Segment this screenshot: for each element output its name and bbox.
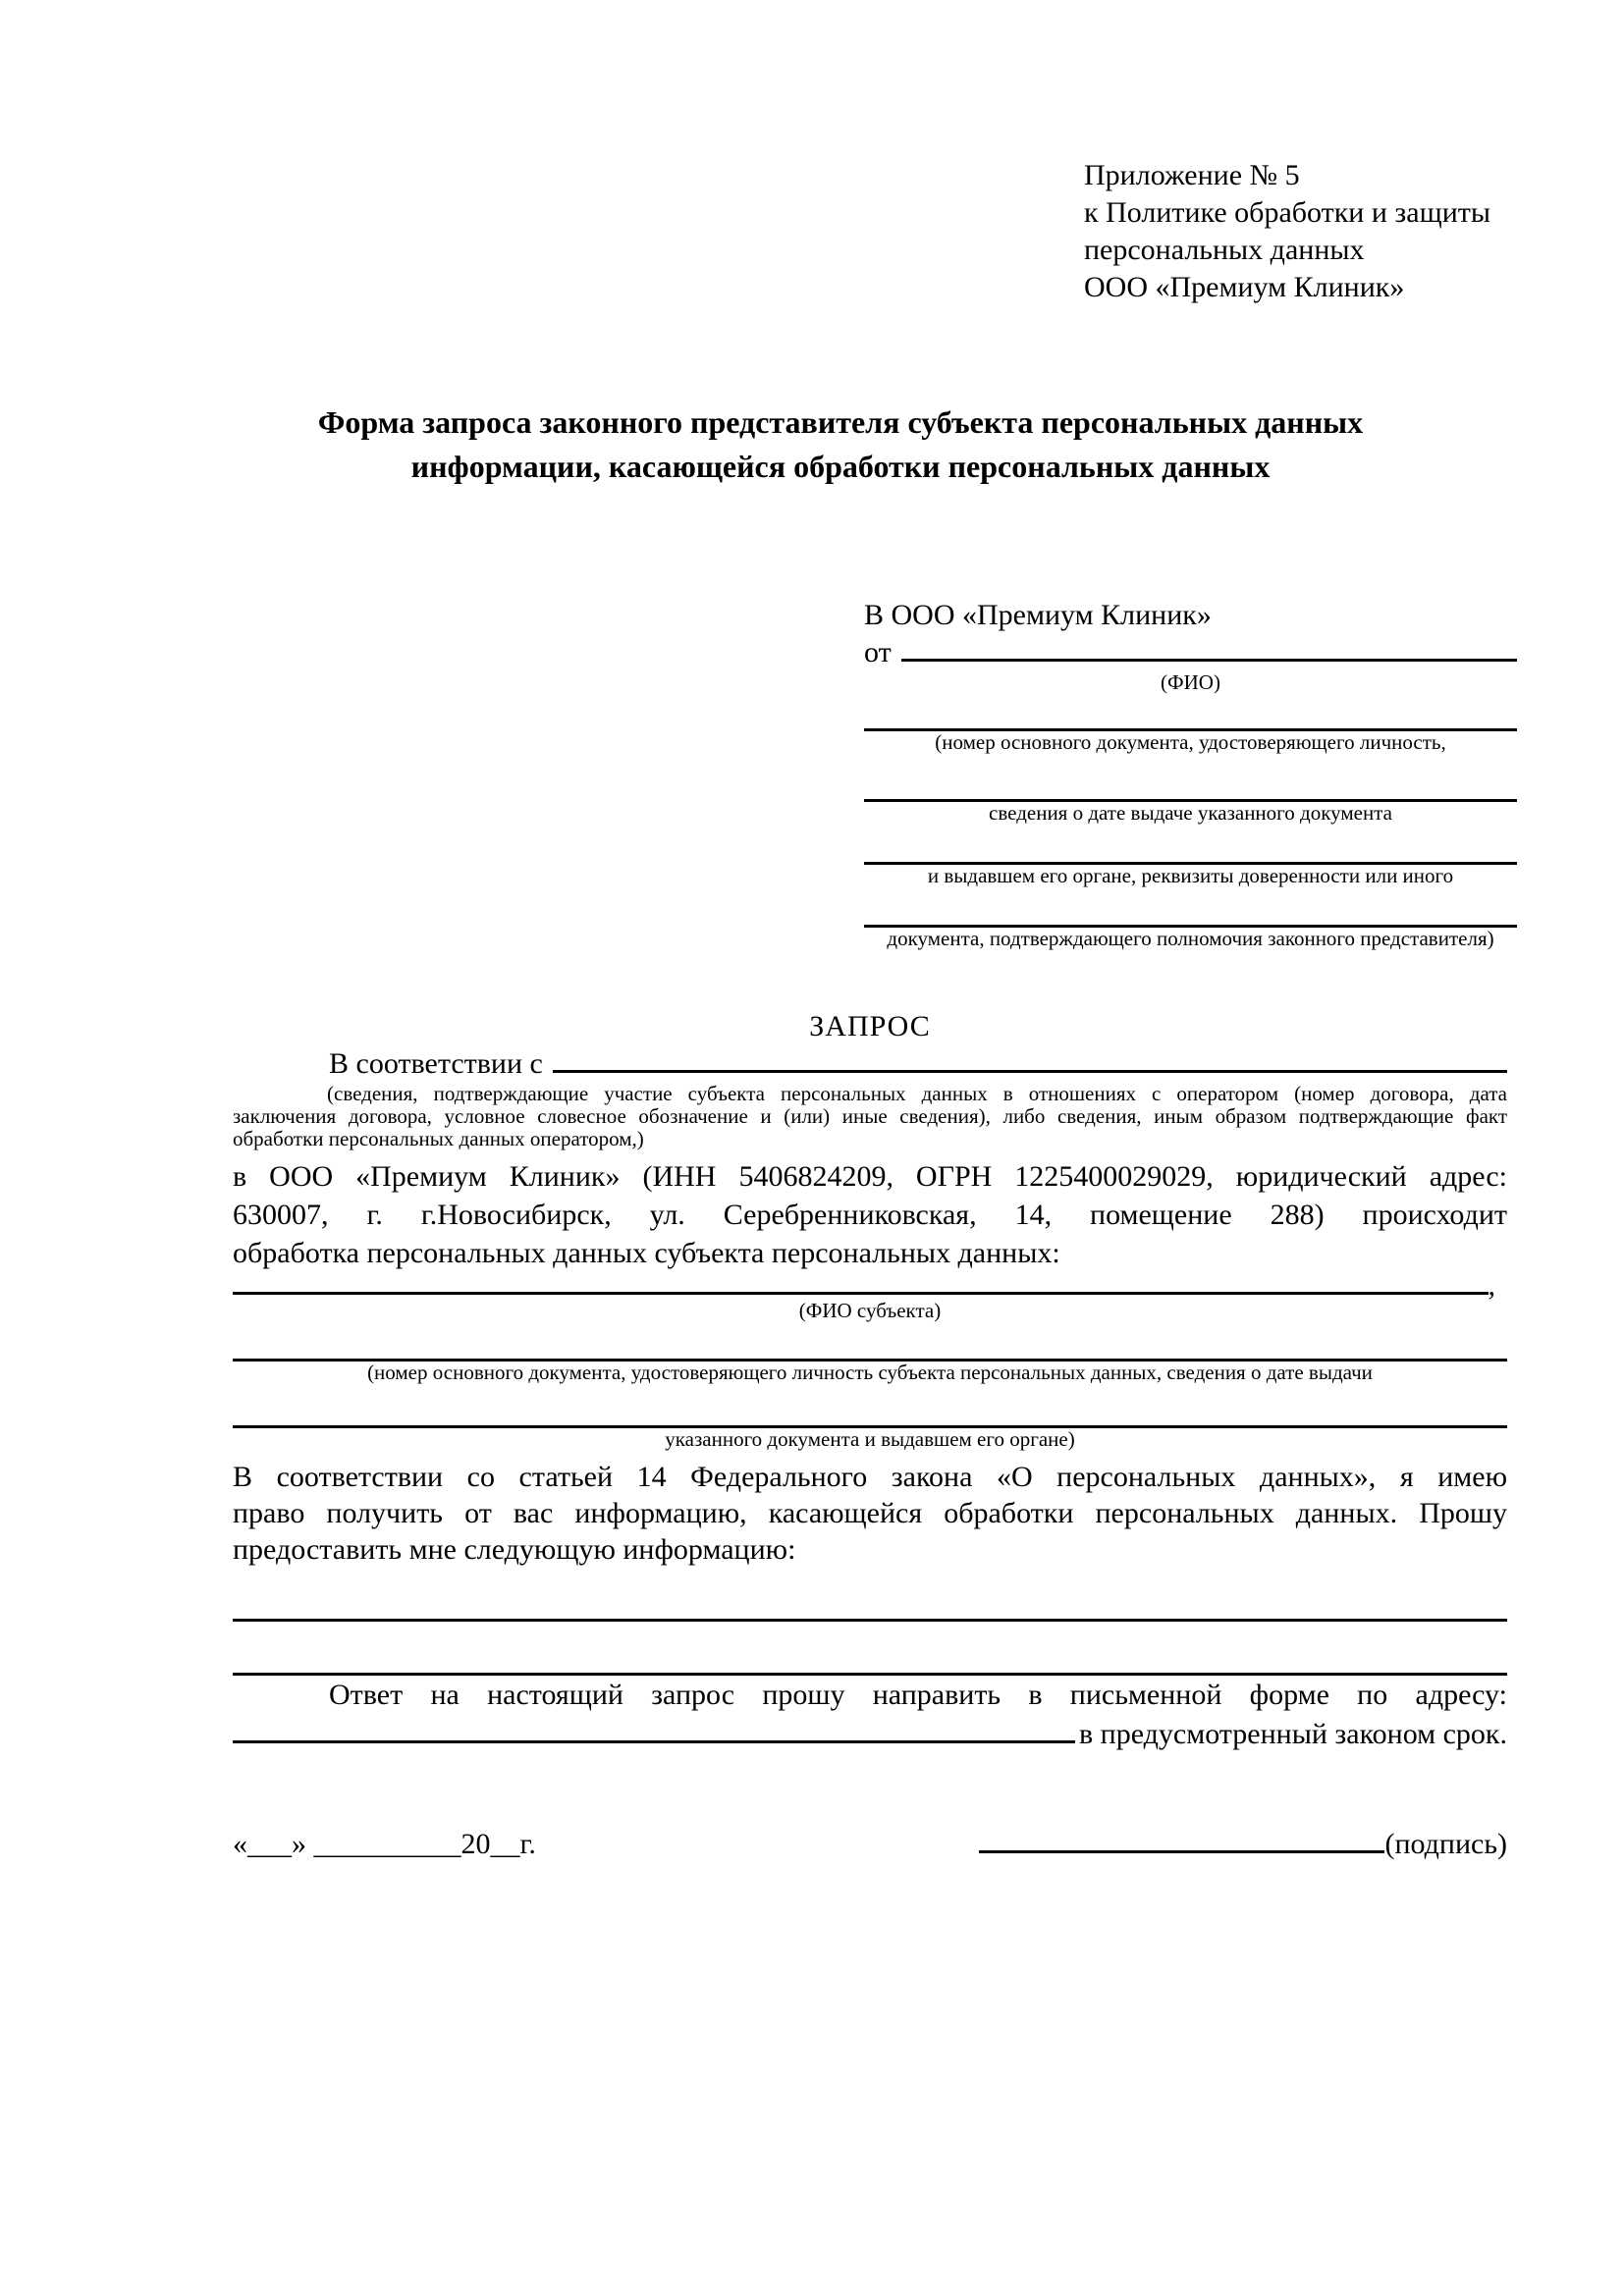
- appendix-line: к Политике обработки и защиты: [1084, 196, 1491, 229]
- request-heading: ЗАПРОС: [809, 1010, 931, 1042]
- signature-row: [233, 1825, 1507, 1864]
- law-line: В соответствии со статьей 14 Федерального закона «О персональных данных», я имею: [233, 1461, 1507, 1493]
- fio-fill-line[interactable]: [901, 659, 1517, 662]
- addressee-to: В ООО «Премиум Клиник»: [864, 599, 1212, 631]
- signature-fill-line[interactable]: [979, 1850, 1384, 1853]
- subject-doc-caption: (номер основного документа, удостоверяющего личность субъекта персональных данных, сведения о дате выдачи: [367, 1361, 1373, 1384]
- appendix-line: Приложение № 5: [1084, 159, 1300, 191]
- fio-caption: (ФИО): [1161, 670, 1220, 694]
- intro-caption: [233, 1083, 1507, 1150]
- operator-line: в ООО «Премиум Клиник» (ИНН 5406824209, ОГРН 1225400029029, юридический адрес:: [233, 1160, 1507, 1193]
- appendix-block: [1084, 157, 1507, 306]
- addressee-block: [864, 597, 1517, 950]
- relationship-fill-line[interactable]: [553, 1070, 1507, 1073]
- appendix-line: ООО «Премиум Клиник»: [1084, 271, 1405, 303]
- address-fill-line[interactable]: [233, 1740, 1075, 1743]
- blank-caption: (номер основного документа, удостоверяющего личность,: [935, 730, 1446, 754]
- intro-caption-line: обработки персональных данных оператором,): [233, 1127, 644, 1150]
- from-label: от: [864, 636, 892, 668]
- intro-caption-line: заключения договора, условное словесное обозначение и (или) иные сведения), либо сведения, иным образом подтверждающие факт: [233, 1104, 1507, 1128]
- information-fill-line-2[interactable]: [233, 1622, 1507, 1676]
- answer-suffix: в предусмотренный законом срок.: [1079, 1718, 1507, 1750]
- operator-line: обработка персональных данных субъекта персональных данных:: [233, 1237, 1060, 1269]
- subject-doc-caption: указанного документа и выдавшем его органе): [665, 1427, 1075, 1451]
- document-number-fill-line[interactable]: [864, 694, 1517, 731]
- signature-caption: (подпись): [1384, 1828, 1507, 1860]
- date-fill-text[interactable]: «___» __________20__г.: [233, 1828, 536, 1860]
- subject-fio-row: [233, 1269, 1507, 1302]
- subject-fio-caption: (ФИО субъекта): [798, 1299, 942, 1322]
- appendix-line: персональных данных: [1084, 234, 1365, 266]
- blank-caption: документа, подтверждающего полномочия законного представителя): [887, 927, 1494, 950]
- operator-line: 630007, г. г.Новосибирск, ул. Серебренниковская, 14, помещение 288) происходит: [233, 1199, 1507, 1231]
- title-line: информации, касающейся обработки персональных данных: [410, 449, 1271, 484]
- intro-caption-line: (сведения, подтверждающие участие субъекта персональных данных в отношениях с оператором (номер договора, дата: [327, 1082, 1507, 1105]
- law-line: право получить от вас информацию, касающейся обработки персональных данных. Прошу: [233, 1497, 1507, 1529]
- blank-caption: и выдавшем его органе, реквизиты доверенности или иного: [927, 864, 1454, 887]
- issue-date-fill-line[interactable]: [864, 754, 1517, 802]
- information-fill-line-1[interactable]: [233, 1568, 1507, 1622]
- addressee-from-row: [864, 634, 1517, 671]
- answer-line-1: Ответ на настоящий запрос прошу направить в письменной форме по адресу:: [329, 1679, 1507, 1711]
- answer-line-2: [233, 1715, 1507, 1754]
- subject-document-fill-line[interactable]: [233, 1322, 1507, 1362]
- law-paragraph: [233, 1459, 1507, 1568]
- operator-paragraph: [233, 1157, 1507, 1272]
- authority-document-fill-line[interactable]: [864, 887, 1517, 928]
- signature-area: [979, 1825, 1507, 1864]
- law-line: предоставить мне следующую информацию:: [233, 1533, 796, 1566]
- subject-document-fill-line-2[interactable]: [233, 1384, 1507, 1428]
- title-line: Форма запроса законного представителя субъекта персональных данных: [317, 404, 1364, 440]
- document-title: [174, 400, 1507, 489]
- trailing-comma: ,: [1488, 1269, 1495, 1302]
- blank-caption: сведения о дате выдаче указанного документа: [989, 801, 1392, 825]
- intro-label: В соответствии с: [329, 1047, 543, 1080]
- subject-fio-fill-line[interactable]: [233, 1292, 1489, 1295]
- intro-row: [233, 1045, 1507, 1083]
- issuing-authority-fill-line[interactable]: [864, 825, 1517, 865]
